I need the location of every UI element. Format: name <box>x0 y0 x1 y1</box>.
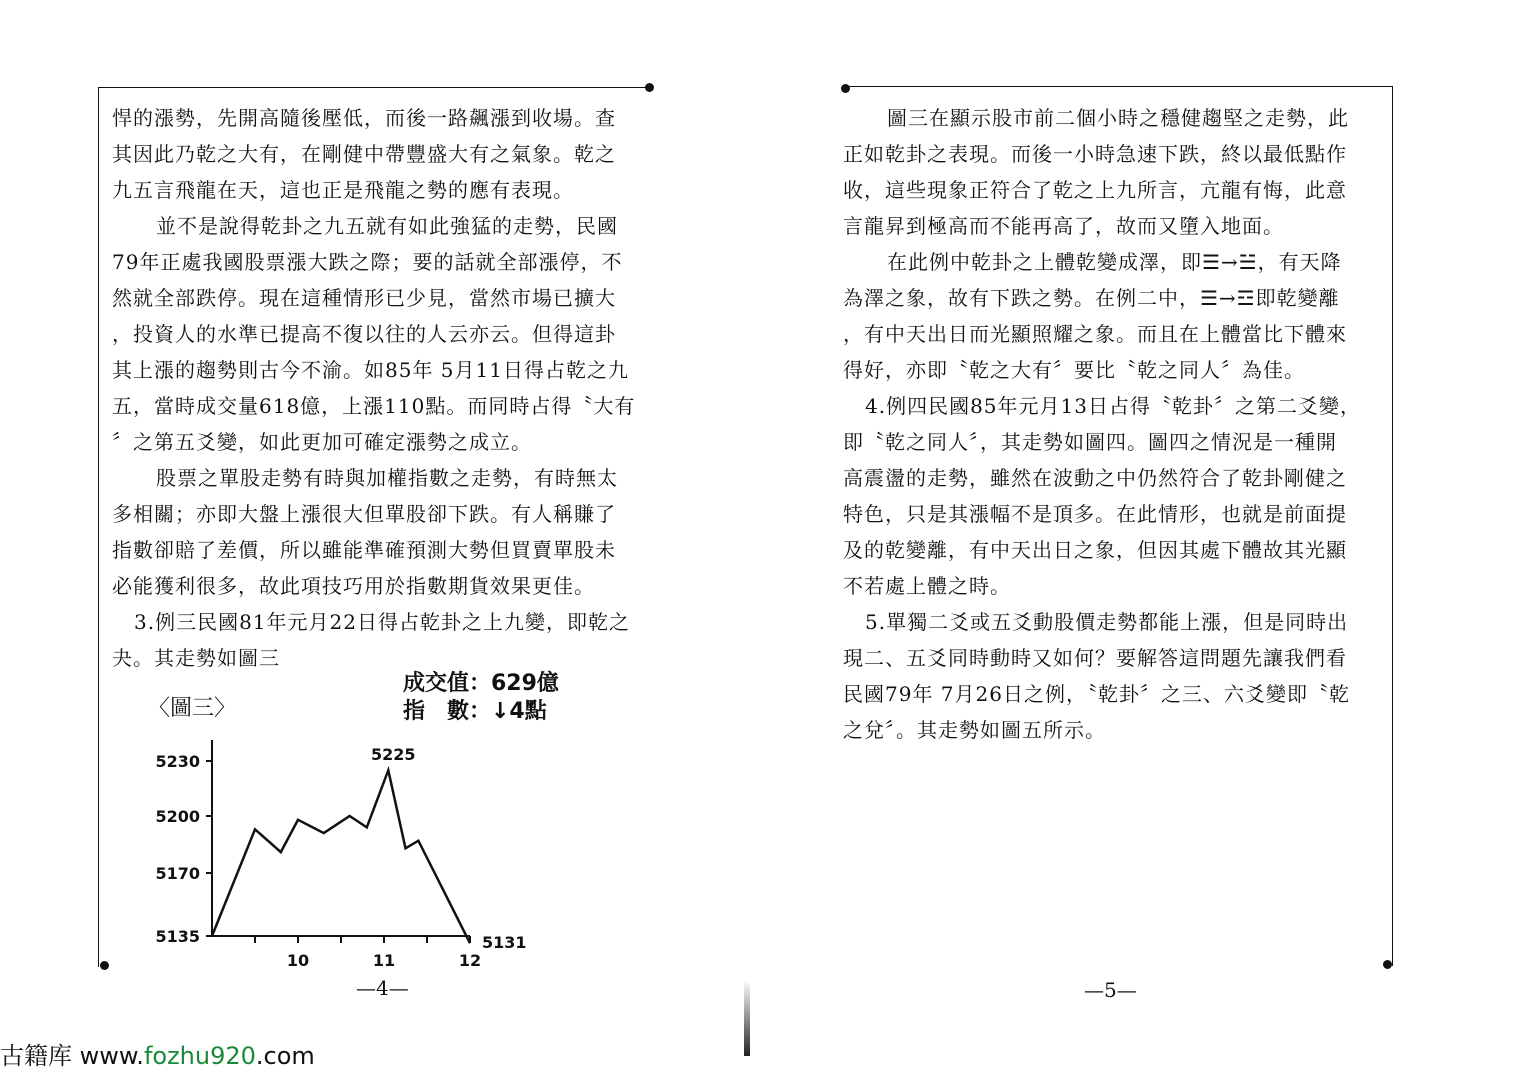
right-page-top-rule <box>847 86 1392 87</box>
text-line: 言龍昇到極高而不能再高了，故而又墮入地面。 <box>843 208 1393 244</box>
page-number-right: —5— <box>1084 978 1137 1002</box>
left-page-left-rule <box>98 87 99 967</box>
text-line: 股票之單股走勢有時與加權指數之走勢，有時無太 <box>112 460 664 496</box>
left-page-top-rule <box>98 87 650 88</box>
text-line: ，有中天出日而光顯照耀之象。而且在上體當比下體來 <box>843 316 1393 352</box>
left-page-bottom-dot <box>100 961 109 970</box>
y-tick-label: 5135 <box>155 927 200 946</box>
text-line: 高震盪的走勢，雖然在波動之中仍然符合了乾卦剛健之 <box>843 460 1393 496</box>
line-chart <box>140 730 560 980</box>
text-line: 4.例四民國85年元月13日占得〝乾卦〞之第二爻變， <box>843 388 1393 424</box>
chart-volume-label: 成交值：629億 <box>403 670 559 698</box>
data-label: 5131 <box>482 933 527 952</box>
text-line: 其上漲的趨勢則古今不渝。如85年 5月11日得占乾之九 <box>112 352 664 388</box>
watermark <box>0 1036 315 1071</box>
x-tick-label: 12 <box>459 951 481 970</box>
text-line: 夬。其走勢如圖三 <box>112 640 664 676</box>
text-line: 多相關；亦即大盤上漲很大但單股卻下跌。有人稱賺了 <box>112 496 664 532</box>
right-page-top-dot <box>841 84 850 93</box>
text-line: 圖三在顯示股市前二個小時之穩健趨堅之走勢，此 <box>843 100 1393 136</box>
text-line: 在此例中乾卦之上體乾變成澤，即☰→☱，有天降 <box>843 244 1393 280</box>
book-binding-shadow <box>744 980 750 1056</box>
text-line: 現二、五爻同時動時又如何？要解答這問題先讓我們看 <box>843 640 1393 676</box>
text-line: 悍的漲勢，先開高隨後壓低，而後一路飆漲到收場。查 <box>112 100 664 136</box>
watermark-prefix: 古籍库 www. <box>0 1042 144 1070</box>
left-page-text <box>112 100 664 676</box>
text-line: 3.例三民國81年元月22日得占乾卦之上九變，即乾之 <box>112 604 664 640</box>
right-page-text <box>843 100 1393 748</box>
text-line: 即〝乾之同人〞，其走勢如圖四。圖四之情況是一種開 <box>843 424 1393 460</box>
text-line: 不若處上體之時。 <box>843 568 1393 604</box>
text-line: 79年正處我國股票漲大跌之際；要的話就全部漲停，不 <box>112 244 664 280</box>
text-line: 五，當時成交量618億，上漲110點。而同時占得〝大有 <box>112 388 664 424</box>
series-line <box>212 770 470 943</box>
text-line: 然就全部跌停。現在這種情形已少見，當然市場已擴大 <box>112 280 664 316</box>
text-line: 〞之第五爻變，如此更加可確定漲勢之成立。 <box>112 424 664 460</box>
text-line: 指數卻賠了差價，所以雖能準確預測大勢但買賣單股未 <box>112 532 664 568</box>
text-line: 必能獲利很多，故此項技巧用於指數期貨效果更佳。 <box>112 568 664 604</box>
text-line: 收，這些現象正符合了乾之上九所言，亢龍有悔，此意 <box>843 172 1393 208</box>
text-line: 得好，亦即〝乾之大有〞要比〝乾之同人〞為佳。 <box>843 352 1393 388</box>
text-line: 九五言飛龍在天，這也正是飛龍之勢的應有表現。 <box>112 172 664 208</box>
y-tick-label: 5170 <box>155 864 200 883</box>
page-number-left: —4— <box>356 976 409 1000</box>
text-line: 為澤之象，故有下跌之勢。在例二中，☰→☲即乾變離 <box>843 280 1393 316</box>
text-line: ，投資人的水準已提高不復以往的人云亦云。但得這卦 <box>112 316 664 352</box>
data-label: 5225 <box>371 745 416 764</box>
text-line: 正如乾卦之表現。而後一小時急速下跌，終以最低點作 <box>843 136 1393 172</box>
left-page-top-dot <box>645 83 654 92</box>
text-line: 5.單獨二爻或五爻動股價走勢都能上漲，但是同時出 <box>843 604 1393 640</box>
x-tick-label: 10 <box>287 951 309 970</box>
chart-caption: 〈圖三〉 <box>148 695 236 723</box>
x-tick-label: 11 <box>373 951 395 970</box>
text-line: 及的乾變離，有中天出日之象，但因其處下體故其光顯 <box>843 532 1393 568</box>
text-line: 並不是說得乾卦之九五就有如此強猛的走勢，民國 <box>112 208 664 244</box>
text-line: 其因此乃乾之大有，在剛健中帶豐盛大有之氣象。乾之 <box>112 136 664 172</box>
right-page-bottom-dot <box>1383 960 1392 969</box>
y-tick-label: 5230 <box>155 752 200 771</box>
watermark-suffix: .com <box>256 1042 315 1070</box>
text-line: 之兌〞。其走勢如圖五所示。 <box>843 712 1393 748</box>
text-line: 特色，只是其漲幅不是頂多。在此情形，也就是前面提 <box>843 496 1393 532</box>
text-line: 民國79年 7月26日之例，〝乾卦〞之三、六爻變即〝乾 <box>843 676 1393 712</box>
watermark-site: fozhu920 <box>144 1042 256 1070</box>
chart-index-label: 指 數：↓4點 <box>403 698 547 726</box>
y-tick-label: 5200 <box>155 807 200 826</box>
